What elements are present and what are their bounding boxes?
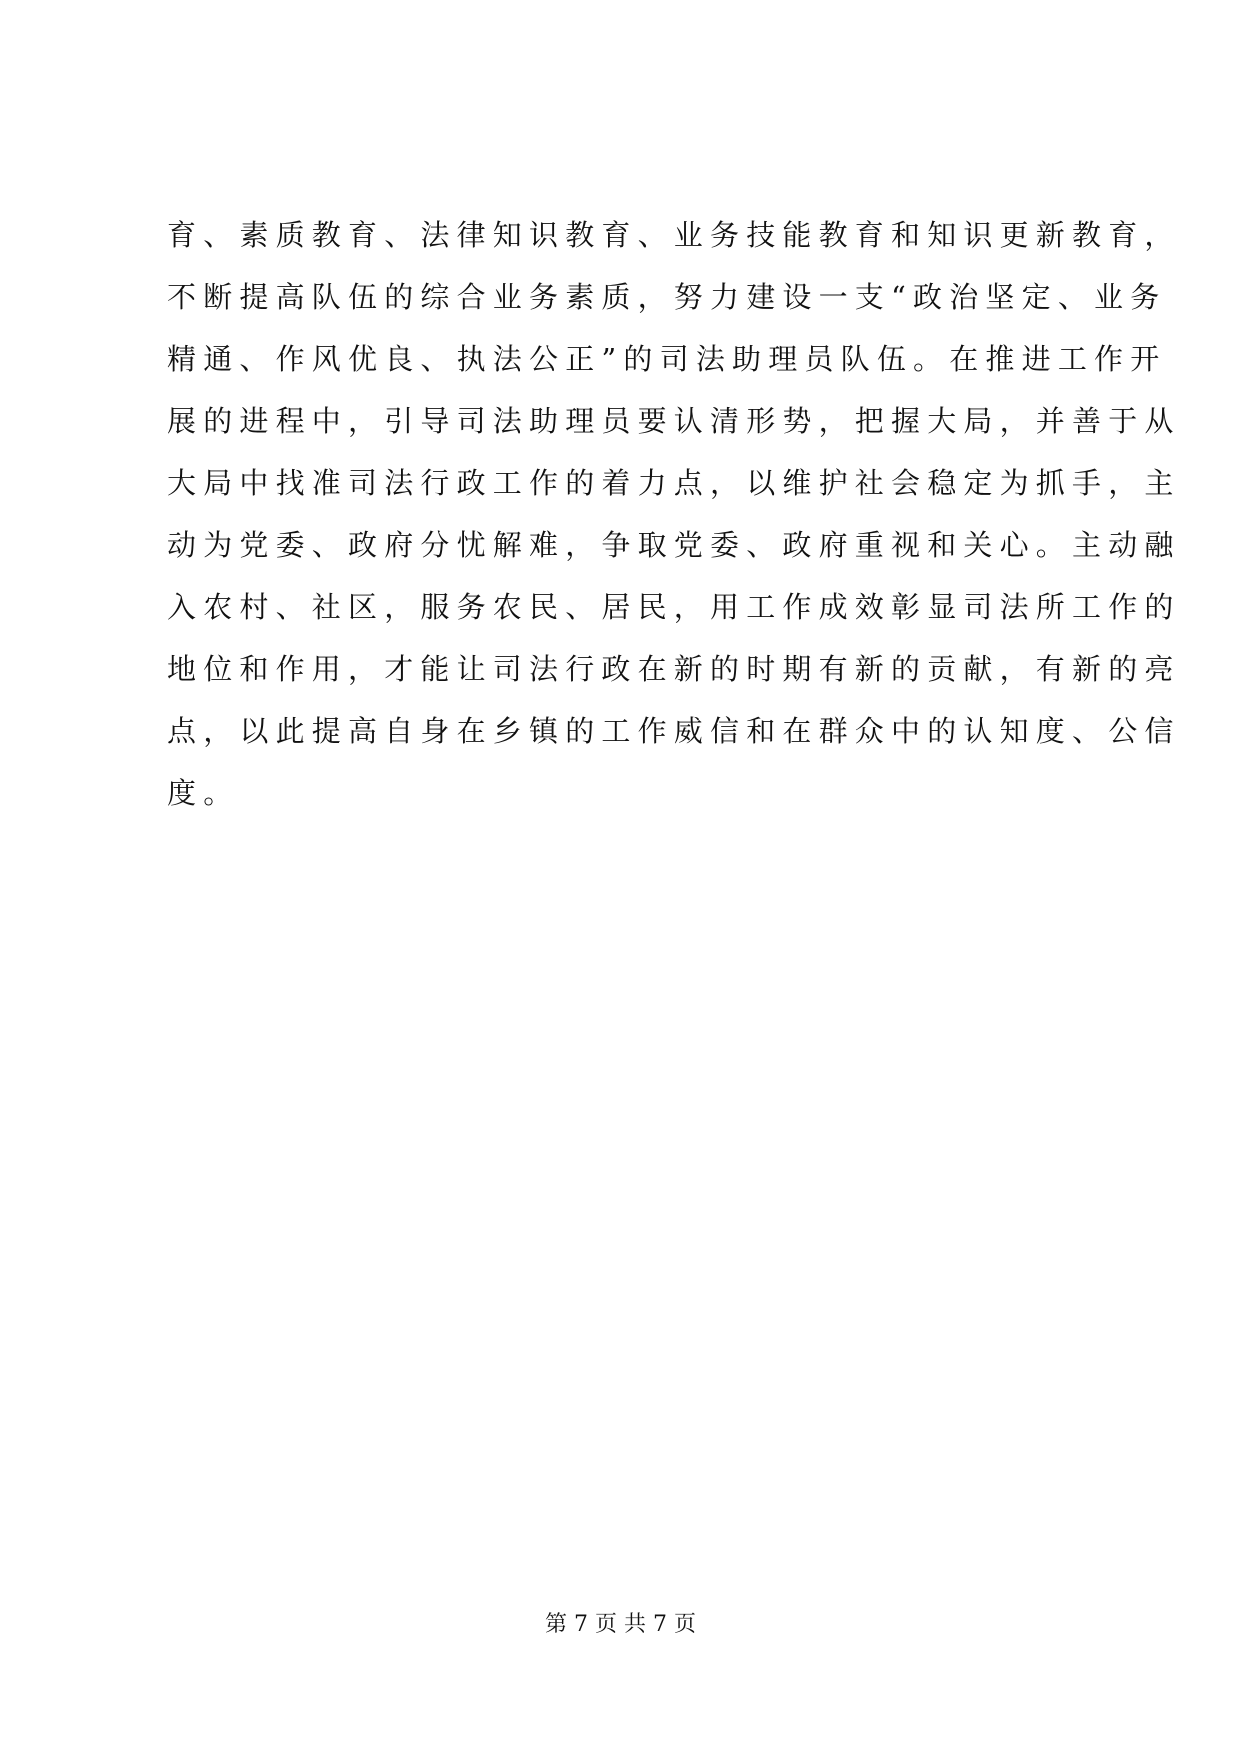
text-line: 动为党委、政府分忧解难，争取党委、政府重视和关心。主动融 xyxy=(167,528,1181,562)
text-line: 育、素质教育、法律知识教育、业务技能教育和知识更新教育， xyxy=(167,218,1181,252)
text-line: 大局中找准司法行政工作的着力点，以维护社会稳定为抓手，主 xyxy=(167,466,1181,500)
text-line: 精通、作风优良、执法公正”的司法助理员队伍。在推进工作开 xyxy=(167,342,1167,376)
text-line: 不断提高队伍的综合业务素质，努力建设一支“政治坚定、业务 xyxy=(167,280,1167,314)
text-line: 入农村、社区，服务农民、居民，用工作成效彰显司法所工作的 xyxy=(167,590,1181,624)
text-line: 度。 xyxy=(167,776,240,810)
body-paragraph xyxy=(167,204,1181,824)
text-line: 点，以此提高自身在乡镇的工作威信和在群众中的认知度、公信 xyxy=(167,714,1181,748)
page-number-footer: 第 7 页 共 7 页 xyxy=(545,1612,696,1637)
text-line: 地位和作用，才能让司法行政在新的时期有新的贡献，有新的亮 xyxy=(167,652,1181,686)
text-line: 展的进程中，引导司法助理员要认清形势，把握大局，并善于从 xyxy=(167,404,1181,438)
